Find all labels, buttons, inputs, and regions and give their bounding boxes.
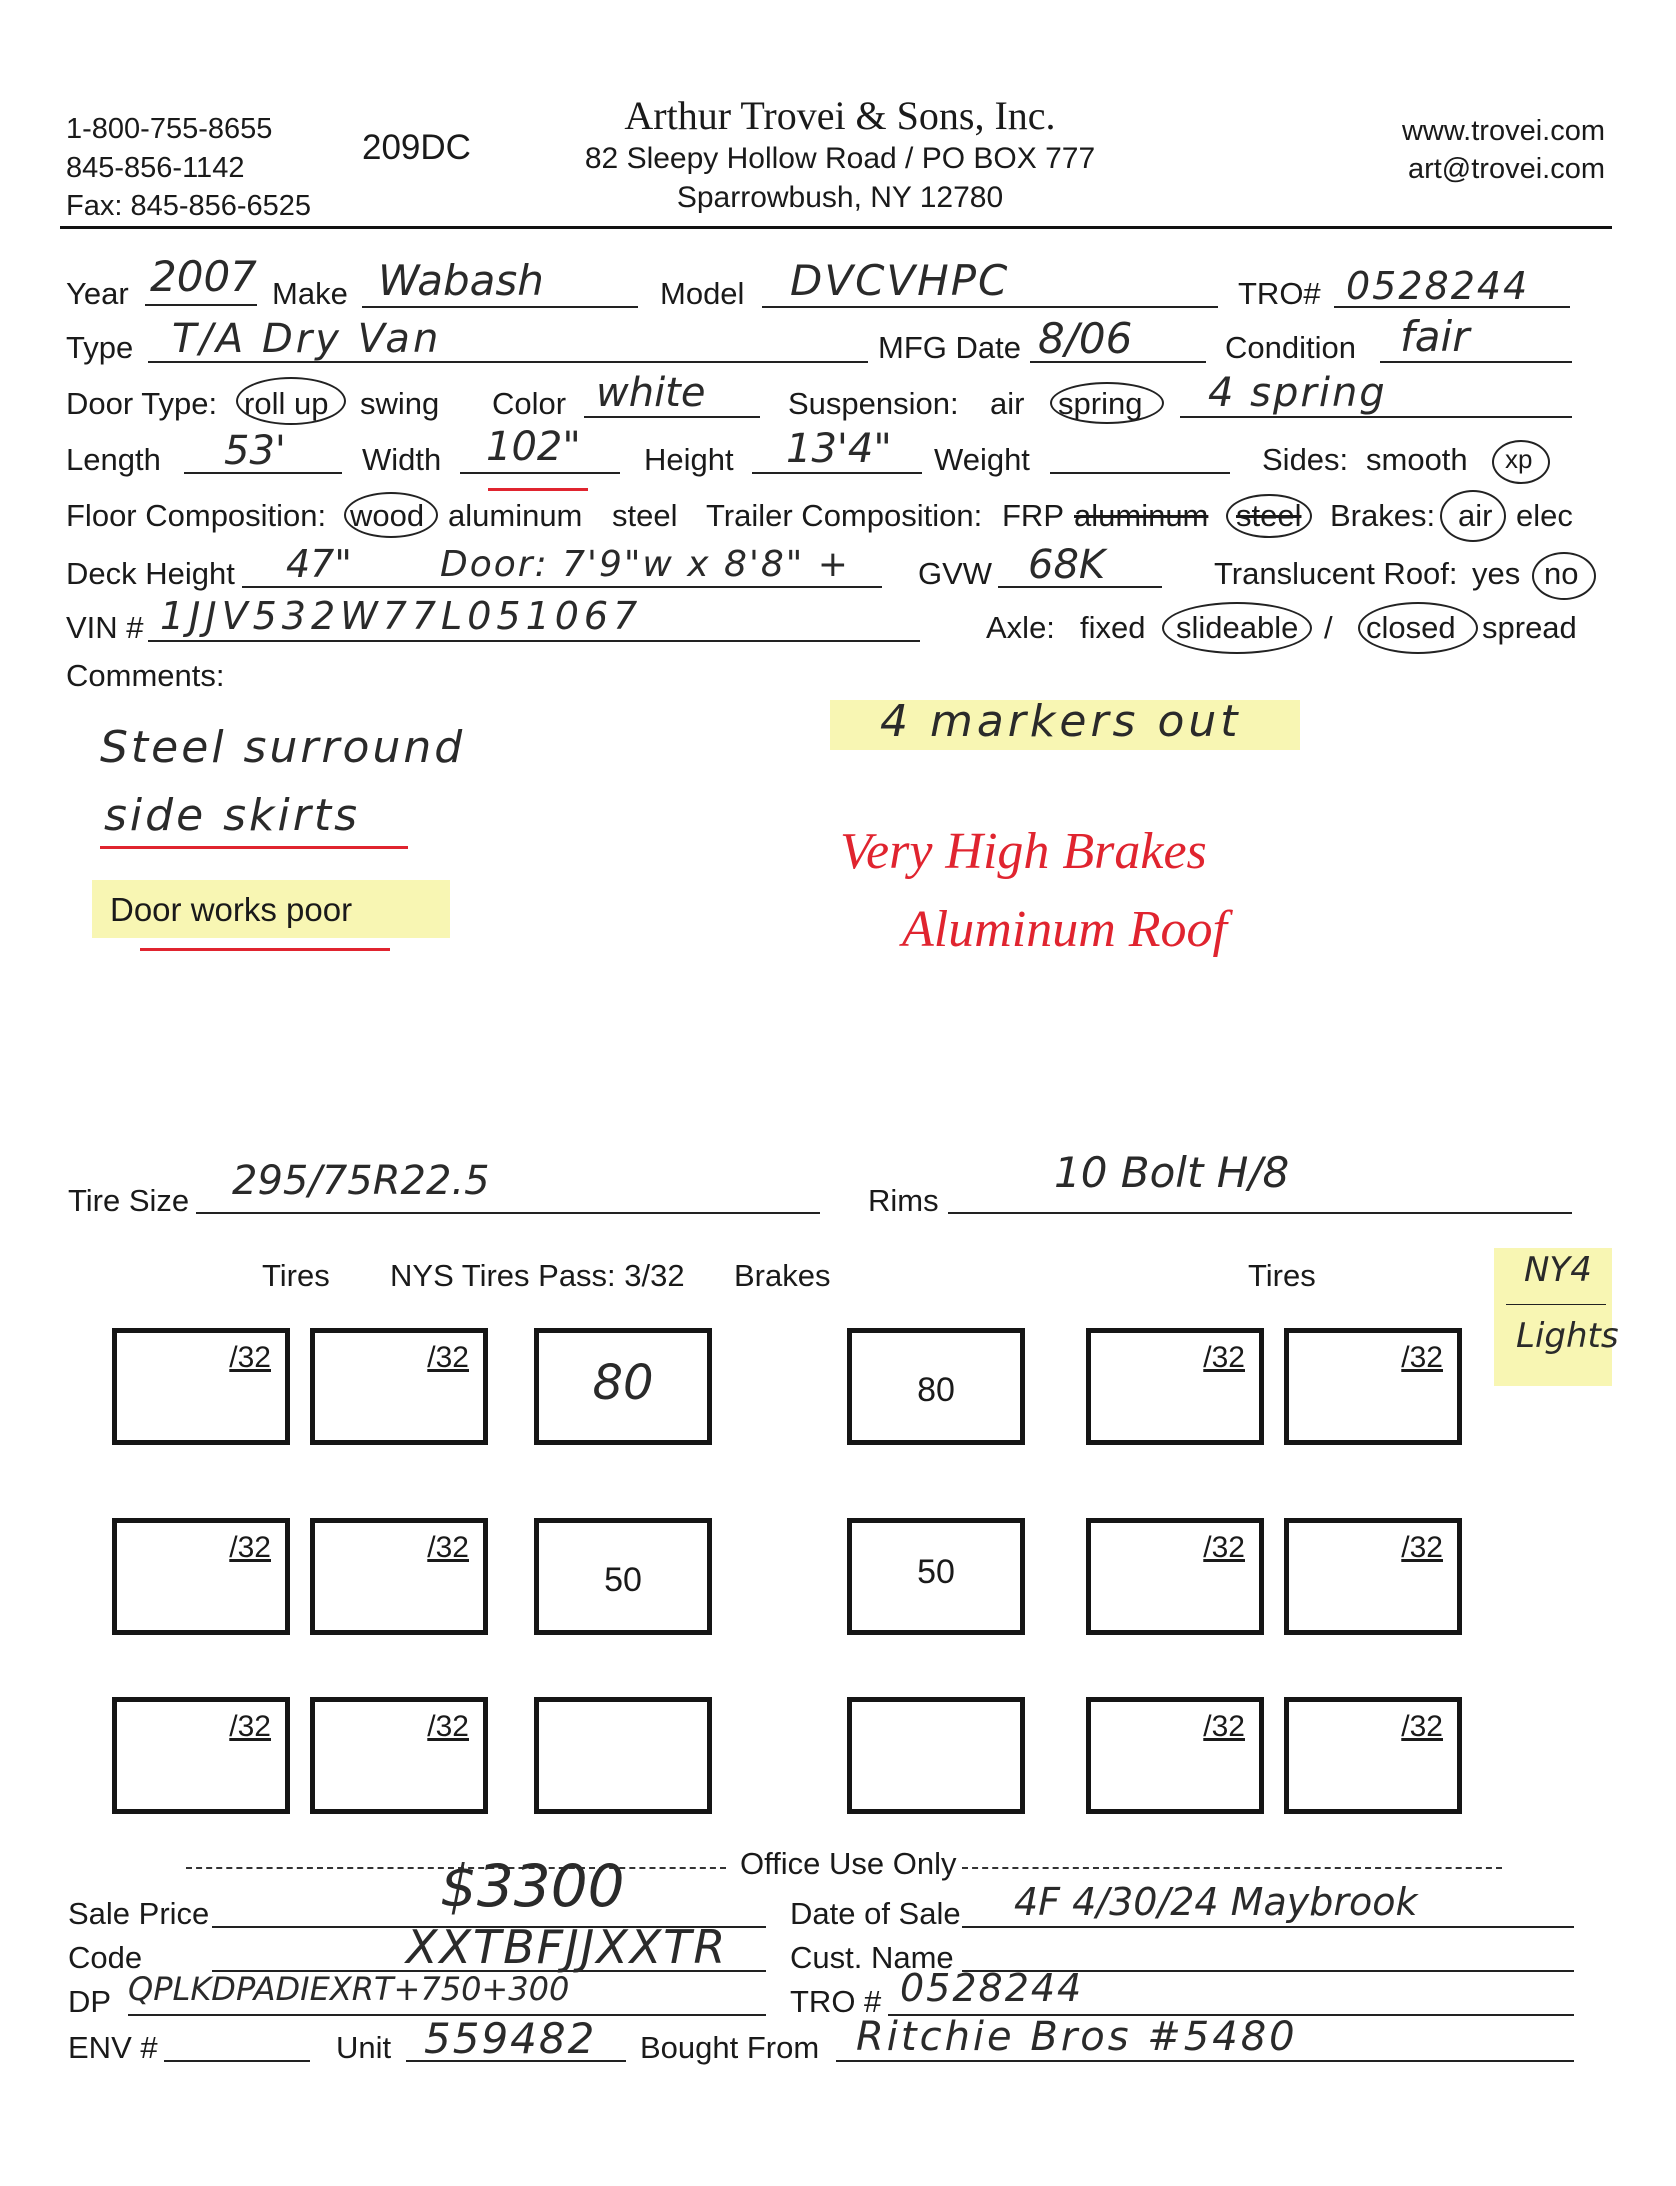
note-ny4[interactable]: NY4 (1524, 1250, 1592, 1290)
brake-box-l3[interactable] (534, 1697, 712, 1814)
length-value[interactable]: 53' (224, 428, 286, 474)
suspension-spring[interactable]: spring (1058, 386, 1143, 421)
steel-circle (1226, 494, 1312, 538)
floor-wood[interactable]: wood (350, 498, 425, 533)
company-city: Sparrowbush, NY 12780 (676, 181, 1004, 214)
vin-label: VIN # (66, 610, 144, 645)
slideable-circle (1162, 602, 1312, 654)
tire-box-r3-outer[interactable]: /32 (1284, 1697, 1462, 1814)
env-label: ENV # (68, 2030, 158, 2065)
length-label: Length (66, 442, 161, 477)
comment-aluminum-roof[interactable]: Aluminum Roof (902, 901, 1227, 958)
roll-up-circle (236, 377, 346, 425)
tires-right-heading: Tires (1248, 1258, 1316, 1293)
sides-label: Sides: (1262, 442, 1349, 477)
tire-box-l1-inner[interactable]: /32 (310, 1328, 488, 1445)
code-value[interactable]: XXTBFJJXXTR (406, 1920, 728, 1974)
door-type-roll-up[interactable]: roll up (244, 386, 329, 421)
floor-steel[interactable]: steel (612, 498, 678, 533)
make-label: Make (272, 276, 348, 311)
tire-box-r2-outer[interactable]: /32 (1284, 1518, 1462, 1635)
sides-smooth[interactable]: smooth (1366, 442, 1468, 477)
spring-circle (1050, 382, 1164, 424)
air-brake-circle (1440, 490, 1506, 542)
unit-label: Unit (336, 2030, 392, 2065)
brakes-air[interactable]: air (1458, 498, 1493, 533)
brake-box-r2[interactable]: 50 (847, 1518, 1025, 1635)
xp-circle (1492, 440, 1550, 484)
door-dimensions[interactable]: Door: 7'9"w x 8'8" + (440, 544, 850, 585)
date-of-sale-value[interactable]: 4F 4/30/24 Maybrook (1014, 1880, 1418, 1924)
comments-label: Comments: (66, 658, 225, 693)
door-type-label: Door Type: (66, 386, 218, 421)
color-label: Color (492, 386, 567, 421)
brake-box-l1[interactable]: 80 (534, 1328, 712, 1445)
no-circle (1532, 552, 1596, 600)
deck-height-value[interactable]: 47" (286, 542, 352, 586)
comment-markers-out[interactable]: 4 markers out (880, 696, 1242, 747)
weight-label: Weight (934, 442, 1030, 477)
trailer-comp-label: Trailer Composition: (706, 498, 983, 533)
axle-spread[interactable]: spread (1482, 610, 1577, 645)
tire-box-l2-outer[interactable]: /32 (112, 1518, 290, 1635)
trailer-comp-frp[interactable]: FRP (1002, 498, 1064, 533)
suspension-label: Suspension: (788, 386, 959, 421)
brakes-label: Brakes: (1330, 498, 1436, 533)
date-of-sale-label: Date of Sale (790, 1896, 961, 1931)
tire-box-r2-inner[interactable]: /32 (1086, 1518, 1264, 1635)
condition-value[interactable]: fair (1400, 312, 1470, 361)
tires-left-heading: Tires (262, 1258, 330, 1293)
height-label: Height (644, 442, 734, 477)
rims-value[interactable]: 10 Bolt H/8 (1054, 1148, 1290, 1197)
gvw-label: GVW (918, 556, 993, 591)
translucent-roof-label: Translucent Roof: (1214, 556, 1458, 591)
trailer-comp-aluminum[interactable]: aluminum (1074, 498, 1209, 533)
comment-door-works-poor[interactable]: Door works poor (110, 891, 353, 928)
tire-size-value[interactable]: 295/75R22.5 (232, 1158, 490, 1204)
deck-height-label: Deck Height (66, 556, 235, 591)
company-name: Arthur Trovei & Sons, Inc. (624, 93, 1056, 138)
phone-secondary: 845-856-1142 (66, 152, 245, 184)
dp-value[interactable]: QPLKDPADIEXRT+750+300 (128, 1970, 570, 2008)
width-label: Width (362, 442, 442, 477)
model-label: Model (660, 276, 745, 311)
translucent-yes[interactable]: yes (1472, 556, 1521, 591)
header-divider (60, 226, 1612, 229)
brakes-heading: Brakes (734, 1258, 831, 1293)
model-value[interactable]: DVCVHPC (790, 256, 1010, 305)
color-value[interactable]: white (596, 370, 706, 416)
tro2-value[interactable]: 0528244 (900, 1966, 1084, 2010)
tire-box-r3-inner[interactable]: /32 (1086, 1697, 1264, 1814)
brake-box-r3[interactable] (847, 1697, 1025, 1814)
form-code: 209DC (362, 128, 471, 167)
code-label: Code (68, 1940, 143, 1975)
comment-side-skirts[interactable]: side skirts (104, 790, 361, 841)
tro-value[interactable]: 0528244 (1346, 264, 1530, 308)
sale-price-value[interactable]: $3300 (440, 1852, 625, 1920)
closed-circle (1358, 602, 1478, 654)
bought-from-value[interactable]: Ritchie Bros #5480 (856, 2014, 1298, 2060)
email: art@trovei.com (1407, 153, 1605, 185)
tire-size-label: Tire Size (68, 1183, 190, 1218)
translucent-no[interactable]: no (1544, 556, 1579, 591)
brakes-elec[interactable]: elec (1516, 498, 1573, 533)
phone-primary: 1-800-755-8655 (66, 113, 273, 145)
tire-box-l2-inner[interactable]: /32 (310, 1518, 488, 1635)
suspension-air[interactable]: air (990, 386, 1025, 421)
condition-label: Condition (1225, 330, 1356, 365)
nys-tires-pass: NYS Tires Pass: 3/32 (390, 1258, 685, 1293)
tire-box-r1-outer[interactable]: /32 (1284, 1328, 1462, 1445)
door-type-swing[interactable]: swing (360, 386, 440, 421)
wood-circle (344, 492, 438, 538)
suspension-value[interactable]: 4 spring (1208, 370, 1387, 416)
gvw-value[interactable]: 68K (1028, 542, 1106, 588)
mfg-date-value[interactable]: 8/06 (1038, 314, 1133, 363)
vin-value[interactable]: 1JJV532W77L051067 (160, 594, 643, 638)
axle-label: Axle: (986, 610, 1055, 645)
cust-name-label: Cust. Name (790, 1940, 954, 1975)
tire-box-r1-inner[interactable]: /32 (1086, 1328, 1264, 1445)
unit-value[interactable]: 559482 (424, 2014, 597, 2063)
height-value[interactable]: 13'4" (786, 426, 892, 472)
company-address: 82 Sleepy Hollow Road / PO BOX 777 (584, 142, 1096, 175)
tro2-label: TRO # (790, 1984, 882, 2019)
year-label: Year (66, 276, 129, 311)
axle-slideable[interactable]: slideable (1176, 610, 1299, 645)
type-label: Type (66, 330, 134, 365)
year-value[interactable]: 2007 (150, 252, 257, 301)
dp-label: DP (68, 1984, 112, 2019)
make-value[interactable]: Wabash (378, 256, 544, 305)
brake-box-r1[interactable]: 80 (847, 1328, 1025, 1445)
floor-label: Floor Composition: (66, 498, 327, 533)
website: www.trovei.com (1401, 115, 1605, 147)
axle-closed[interactable]: closed (1366, 610, 1456, 645)
rims-label: Rims (868, 1183, 939, 1218)
tire-box-l3-outer[interactable]: /32 (112, 1697, 290, 1814)
trailer-comp-steel[interactable]: steel (1236, 498, 1302, 533)
mfg-date-label: MFG Date (878, 330, 1021, 365)
floor-aluminum[interactable]: aluminum (448, 498, 583, 533)
fax-number: Fax: 845-856-6525 (66, 190, 312, 222)
comment-steel-surround[interactable]: Steel surround (100, 722, 466, 773)
axle-slash: / (1324, 610, 1333, 645)
axle-fixed[interactable]: fixed (1080, 610, 1146, 645)
note-lights[interactable]: Lights (1516, 1316, 1619, 1356)
type-value[interactable]: T/A Dry Van (172, 316, 442, 362)
comment-very-high-brakes[interactable]: Very High Brakes (840, 823, 1207, 880)
width-value[interactable]: 102" (486, 424, 581, 470)
brake-box-l2[interactable]: 50 (534, 1518, 712, 1635)
tire-box-l3-inner[interactable]: /32 (310, 1697, 488, 1814)
sides-xp[interactable]: xp (1505, 444, 1533, 474)
tire-box-l1-outer[interactable]: /32 (112, 1328, 290, 1445)
bought-from-label: Bought From (640, 2030, 820, 2065)
office-use-only: Office Use Only (740, 1846, 957, 1881)
sale-price-label: Sale Price (68, 1896, 210, 1931)
tro-label: TRO# (1238, 276, 1321, 311)
